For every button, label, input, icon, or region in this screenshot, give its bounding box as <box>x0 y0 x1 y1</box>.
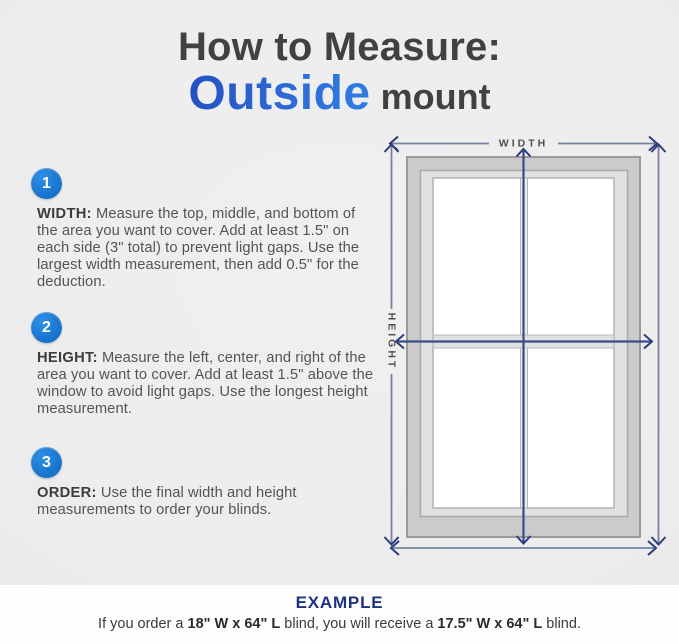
title-highlight: Outside <box>188 67 371 120</box>
step-1-body: Measure the top, middle, and bottom of the area you want to cover. Add at least 1.5" on each side (3" total) to prevent light gaps. Use the largest width measurement, then add 0.5" for the deduction. <box>37 206 360 290</box>
step-3-label: ORDER: <box>37 485 97 501</box>
example-sentence <box>0 616 679 632</box>
example-prefix: If you order a <box>98 616 188 632</box>
width-arrow-label: WIDTH <box>498 137 549 150</box>
step-3-badge <box>31 447 62 478</box>
step-3-body: Use the final width and height measurements to order your blinds. <box>37 485 297 518</box>
step-1-badge <box>31 168 62 199</box>
example-suffix: blind. <box>542 616 581 632</box>
step-1-number: 1 <box>42 174 51 192</box>
step-1-text <box>37 206 375 291</box>
step-2-text <box>37 350 375 418</box>
step-1 <box>30 168 376 291</box>
title-line2 <box>0 67 679 120</box>
step-1-label: WIDTH: <box>37 206 92 222</box>
right-height-arrow <box>652 145 666 545</box>
title-suffix: mount <box>380 76 491 117</box>
step-3-number: 3 <box>42 453 51 471</box>
step-2-body: Measure the left, center, and right of the area you want to cover. Add at least 1.5" above the window to avoid light gaps. Use the longest height measurement. <box>37 350 374 417</box>
example-ordered-size: 18" W x 64" L <box>187 616 281 632</box>
example-heading: EXAMPLE <box>295 593 384 612</box>
page-title <box>0 26 679 118</box>
example-footer <box>0 585 679 644</box>
height-arrow-label: HEIGHT <box>385 312 398 371</box>
example-middle: blind, you will receive a <box>280 616 438 632</box>
step-2-label: HEIGHT: <box>37 350 98 366</box>
example-received-size: 17.5" W x 64" L <box>437 616 543 632</box>
step-3 <box>30 447 376 519</box>
step-2-number: 2 <box>42 318 51 336</box>
step-2-badge <box>31 312 62 343</box>
window-diagram <box>375 125 675 585</box>
title-line1: How to Measure: <box>177 25 502 69</box>
step-3-text <box>37 485 375 519</box>
step-2 <box>30 312 376 418</box>
